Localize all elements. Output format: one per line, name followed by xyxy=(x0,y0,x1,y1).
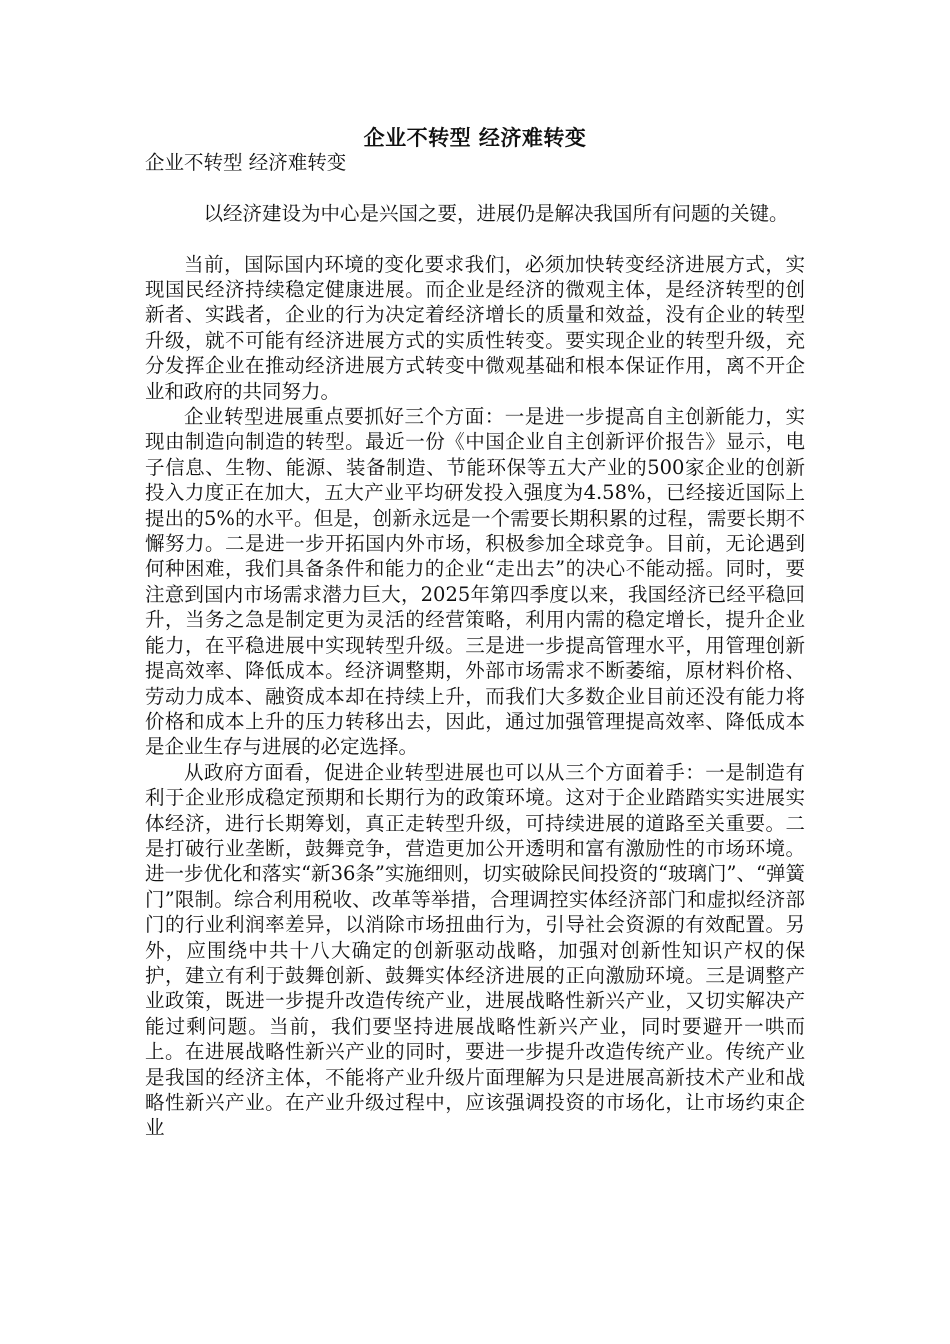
blank-line xyxy=(145,175,805,200)
paragraph-intro: 以经济建设为中心是兴国之要，进展仍是解决我国所有问题的关键。 xyxy=(203,201,789,225)
document-title: 企业不转型 经济难转变 xyxy=(363,125,587,150)
document-body xyxy=(145,150,805,1141)
document-subtitle: 企业不转型 经济难转变 xyxy=(145,151,347,174)
paragraph-enterprise: 企业转型进展重点要抓好三个方面：一是进一步提高自主创新能力，实现由制造向制造的转型。最近一份《中国企业自主创新评价报告》显示，电子信息、生物、能源、装备制造、节能环保等五大产业的500家企业的创新投入力度正在加大，五大产业平均研发投入强度为4.58%，已经接近国际上提出的5%的水平。但是，创新永远是一个需要长期积累的过程，需要长期不懈努力。二是进一步开拓国内外市场，积极参加全球竞争。目前，无论遇到何种困难，我们具备条件和能力的企业“走出去”的决心不能动摇。同时，要注意到国内市场需求潜力巨大，2025年第四季度以来，我国经济已经平稳回升，当务之急是制定更为灵活的经营策略，利用内需的稳定增长，提升企业能力，在平稳进展中实现转型升级。三是进一步提高管理水平，用管理创新提高效率、降低成本。经济调整期，外部市场需求不断萎缩，原材料价格、劳动力成本、融资成本却在持续上升，而我们大多数企业目前还没有能力将价格和成本上升的压力转移出去，因此，通过加强管理提高效率、降低成本是企业生存与进展的必定选择。 xyxy=(145,405,805,759)
paragraph-government: 从政府方面看，促进企业转型进展也可以从三个方面着手：一是制造有利于企业形成稳定预期和长期行为的政策环境。这对于企业踏踏实实进展实体经济，进行长期筹划，真正走转型升级，可持续进展的道路至关重要。二是打破行业垄断，鼓舞竞争，营造更加公开透明和富有激励性的市场环境。进一步优化和落实“新36条”实施细则，切实破除民间投资的“玻璃门”、“弹簧门”限制。综合利用税收、改革等举措，合理调控实体经济部门和虚拟经济部门的行业利润率差异，以消除市场扭曲行为，引导社会资源的有效配置。另外，应围绕中共十八大确定的创新驱动战略，加强对创新性知识产权的保护，建立有利于鼓舞创新、鼓舞实体经济进展的正向激励环境。三是调整产业政策，既进一步提升改造传统产业，进展战略性新兴产业，又切实解决产能过剩问题。当前，我们要坚持进展战略性新兴产业，同时要避开一哄而上。在进展战略性新兴产业的同时，要进一步提升改造传统产业。传统产业是我国的经济主体，不能将产业升级片面理解为只是进展高新技术产业和战略性新兴产业。在产业升级过程中，应该强调投资的市场化，让市场约束企业 xyxy=(145,760,805,1140)
blank-line xyxy=(145,226,805,251)
paragraph-context: 当前，国际国内环境的变化要求我们，必须加快转变经济进展方式，实现国民经济持续稳定健康进展。而企业是经济的微观主体，是经济转型的创新者、实践者，企业的行为决定着经济增长的质量和效益，没有企业的转型升级，就不可能有经济进展方式的实质性转变。要实现企业的转型升级，充分发挥企业在推动经济进展方式转变中微观基础和根本保证作用，离不开企业和政府的共同努力。 xyxy=(145,252,805,403)
